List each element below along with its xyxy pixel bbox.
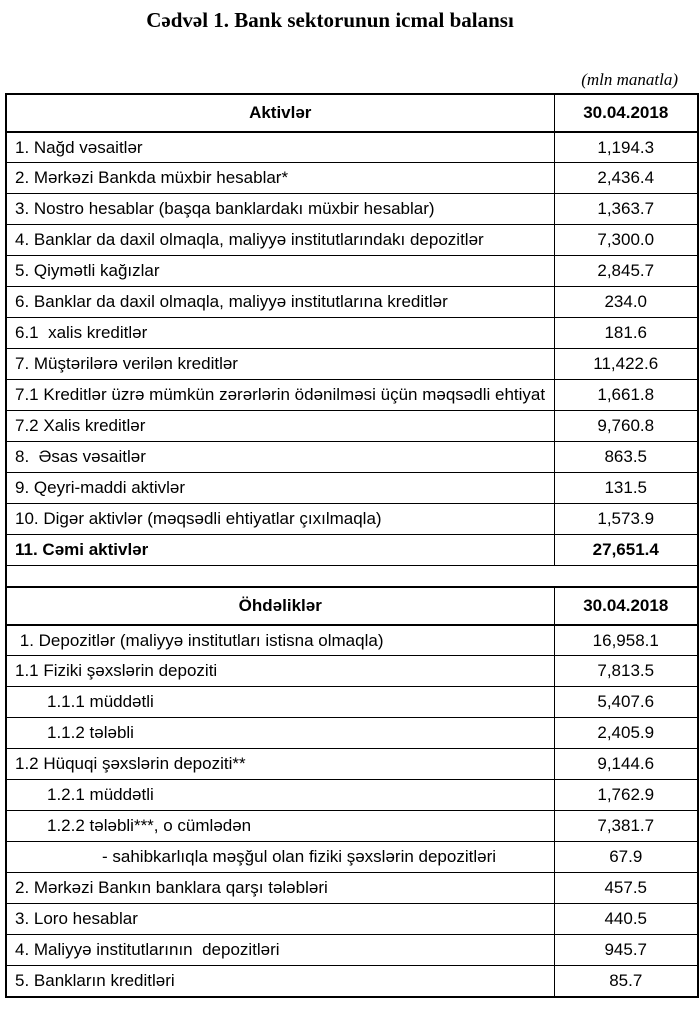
row-value: 2,845.7 bbox=[554, 256, 698, 287]
row-label: 4. Maliyyə institutlarının depozitləri bbox=[6, 935, 554, 966]
table-row bbox=[6, 535, 698, 566]
table-row bbox=[6, 473, 698, 504]
row-label: 1.2 Hüquqi şəxslərin depoziti** bbox=[6, 749, 554, 780]
row-label: 3. Loro hesablar bbox=[6, 904, 554, 935]
table-row bbox=[6, 749, 698, 780]
row-label: 5. Bankların kreditləri bbox=[6, 966, 554, 997]
row-label: 1.2.2 tələbli***, o cümlədən bbox=[6, 811, 554, 842]
row-label: 8. Əsas vəsaitlər bbox=[6, 442, 554, 473]
table-row bbox=[6, 811, 698, 842]
row-label: 7.1 Kreditlər üzrə mümkün zərərlərin ödənilməsi üçün məqsədli ehtiyat bbox=[6, 380, 554, 411]
row-value: 9,760.8 bbox=[554, 411, 698, 442]
row-label: 2. Mərkəzi Bankda müxbir hesablar* bbox=[6, 163, 554, 194]
row-label: 5. Qiymətli kağızlar bbox=[6, 256, 554, 287]
row-value: 131.5 bbox=[554, 473, 698, 504]
row-value: 7,381.7 bbox=[554, 811, 698, 842]
table-row bbox=[6, 225, 698, 256]
row-value: 85.7 bbox=[554, 966, 698, 997]
section-header-aktivler: Aktivlər bbox=[6, 94, 554, 132]
row-label: 1.1.1 müddətli bbox=[6, 687, 554, 718]
spacer-cell bbox=[6, 566, 698, 587]
row-value: 11,422.6 bbox=[554, 349, 698, 380]
row-label: 1.1 Fiziki şəxslərin depoziti bbox=[6, 656, 554, 687]
unit-note: (mln manatla) bbox=[581, 70, 678, 90]
row-value: 7,813.5 bbox=[554, 656, 698, 687]
row-value: 1,194.3 bbox=[554, 132, 698, 163]
row-value: 2,436.4 bbox=[554, 163, 698, 194]
table-row bbox=[6, 687, 698, 718]
table-row bbox=[6, 287, 698, 318]
row-label: 10. Digər aktivlər (məqsədli ehtiyatlar çıxılmaqla) bbox=[6, 504, 554, 535]
table-section-spacer bbox=[6, 566, 698, 587]
row-label: 3. Nostro hesablar (başqa banklardakı müxbir hesablar) bbox=[6, 194, 554, 225]
table-row bbox=[6, 625, 698, 656]
row-value: 27,651.4 bbox=[554, 535, 698, 566]
row-label: 7. Müştərilərə verilən kreditlər bbox=[6, 349, 554, 380]
row-value: 16,958.1 bbox=[554, 625, 698, 656]
column-header-date: 30.04.2018 bbox=[554, 587, 698, 625]
table-row bbox=[6, 256, 698, 287]
row-label: 9. Qeyri-maddi aktivlər bbox=[6, 473, 554, 504]
row-value: 7,300.0 bbox=[554, 225, 698, 256]
table-row bbox=[6, 718, 698, 749]
row-label: 6.1 xalis kreditlər bbox=[6, 318, 554, 349]
table-body bbox=[6, 94, 698, 997]
section-header-ohdelikler: Öhdəliklər bbox=[6, 587, 554, 625]
column-header-date: 30.04.2018 bbox=[554, 94, 698, 132]
page-title: Cədvəl 1. Bank sektorunun icmal balansı bbox=[146, 8, 514, 32]
row-value: 1,762.9 bbox=[554, 780, 698, 811]
row-value: 234.0 bbox=[554, 287, 698, 318]
row-value: 945.7 bbox=[554, 935, 698, 966]
row-label: 1. Nağd vəsaitlər bbox=[6, 132, 554, 163]
table-row bbox=[6, 163, 698, 194]
row-value: 67.9 bbox=[554, 842, 698, 873]
table-row bbox=[6, 873, 698, 904]
row-label: 1.1.2 tələbli bbox=[6, 718, 554, 749]
row-value: 863.5 bbox=[554, 442, 698, 473]
row-label: 2. Mərkəzi Bankın banklara qarşı tələbləri bbox=[6, 873, 554, 904]
row-value: 1,573.9 bbox=[554, 504, 698, 535]
row-label: 11. Cəmi aktivlər bbox=[6, 535, 554, 566]
section-header-row bbox=[6, 94, 698, 132]
table-row bbox=[6, 504, 698, 535]
table-row bbox=[6, 349, 698, 380]
row-label: - sahibkarlıqla məşğul olan fiziki şəxslərin depozitləri bbox=[6, 842, 554, 873]
table-row bbox=[6, 935, 698, 966]
table-row bbox=[6, 132, 698, 163]
row-value: 9,144.6 bbox=[554, 749, 698, 780]
section-header-row bbox=[6, 587, 698, 625]
row-value: 1,661.8 bbox=[554, 380, 698, 411]
row-value: 5,407.6 bbox=[554, 687, 698, 718]
row-label: 1. Depozitlər (maliyyə institutları istisna olmaqla) bbox=[6, 625, 554, 656]
table-row bbox=[6, 411, 698, 442]
row-value: 457.5 bbox=[554, 873, 698, 904]
row-value: 181.6 bbox=[554, 318, 698, 349]
row-label: 1.2.1 müddətli bbox=[6, 780, 554, 811]
table-row bbox=[6, 966, 698, 997]
table-row bbox=[6, 780, 698, 811]
row-value: 440.5 bbox=[554, 904, 698, 935]
table-row bbox=[6, 842, 698, 873]
table-row bbox=[6, 194, 698, 225]
row-value: 2,405.9 bbox=[554, 718, 698, 749]
bank-balance-table bbox=[5, 93, 699, 998]
table-row bbox=[6, 904, 698, 935]
table-row bbox=[6, 656, 698, 687]
table-row bbox=[6, 380, 698, 411]
row-label: 6. Banklar da daxil olmaqla, maliyyə institutlarına kreditlər bbox=[6, 287, 554, 318]
table-row bbox=[6, 318, 698, 349]
row-value: 1,363.7 bbox=[554, 194, 698, 225]
row-label: 7.2 Xalis kreditlər bbox=[6, 411, 554, 442]
table-row bbox=[6, 442, 698, 473]
row-label: 4. Banklar da daxil olmaqla, maliyyə institutlarındakı depozitlər bbox=[6, 225, 554, 256]
